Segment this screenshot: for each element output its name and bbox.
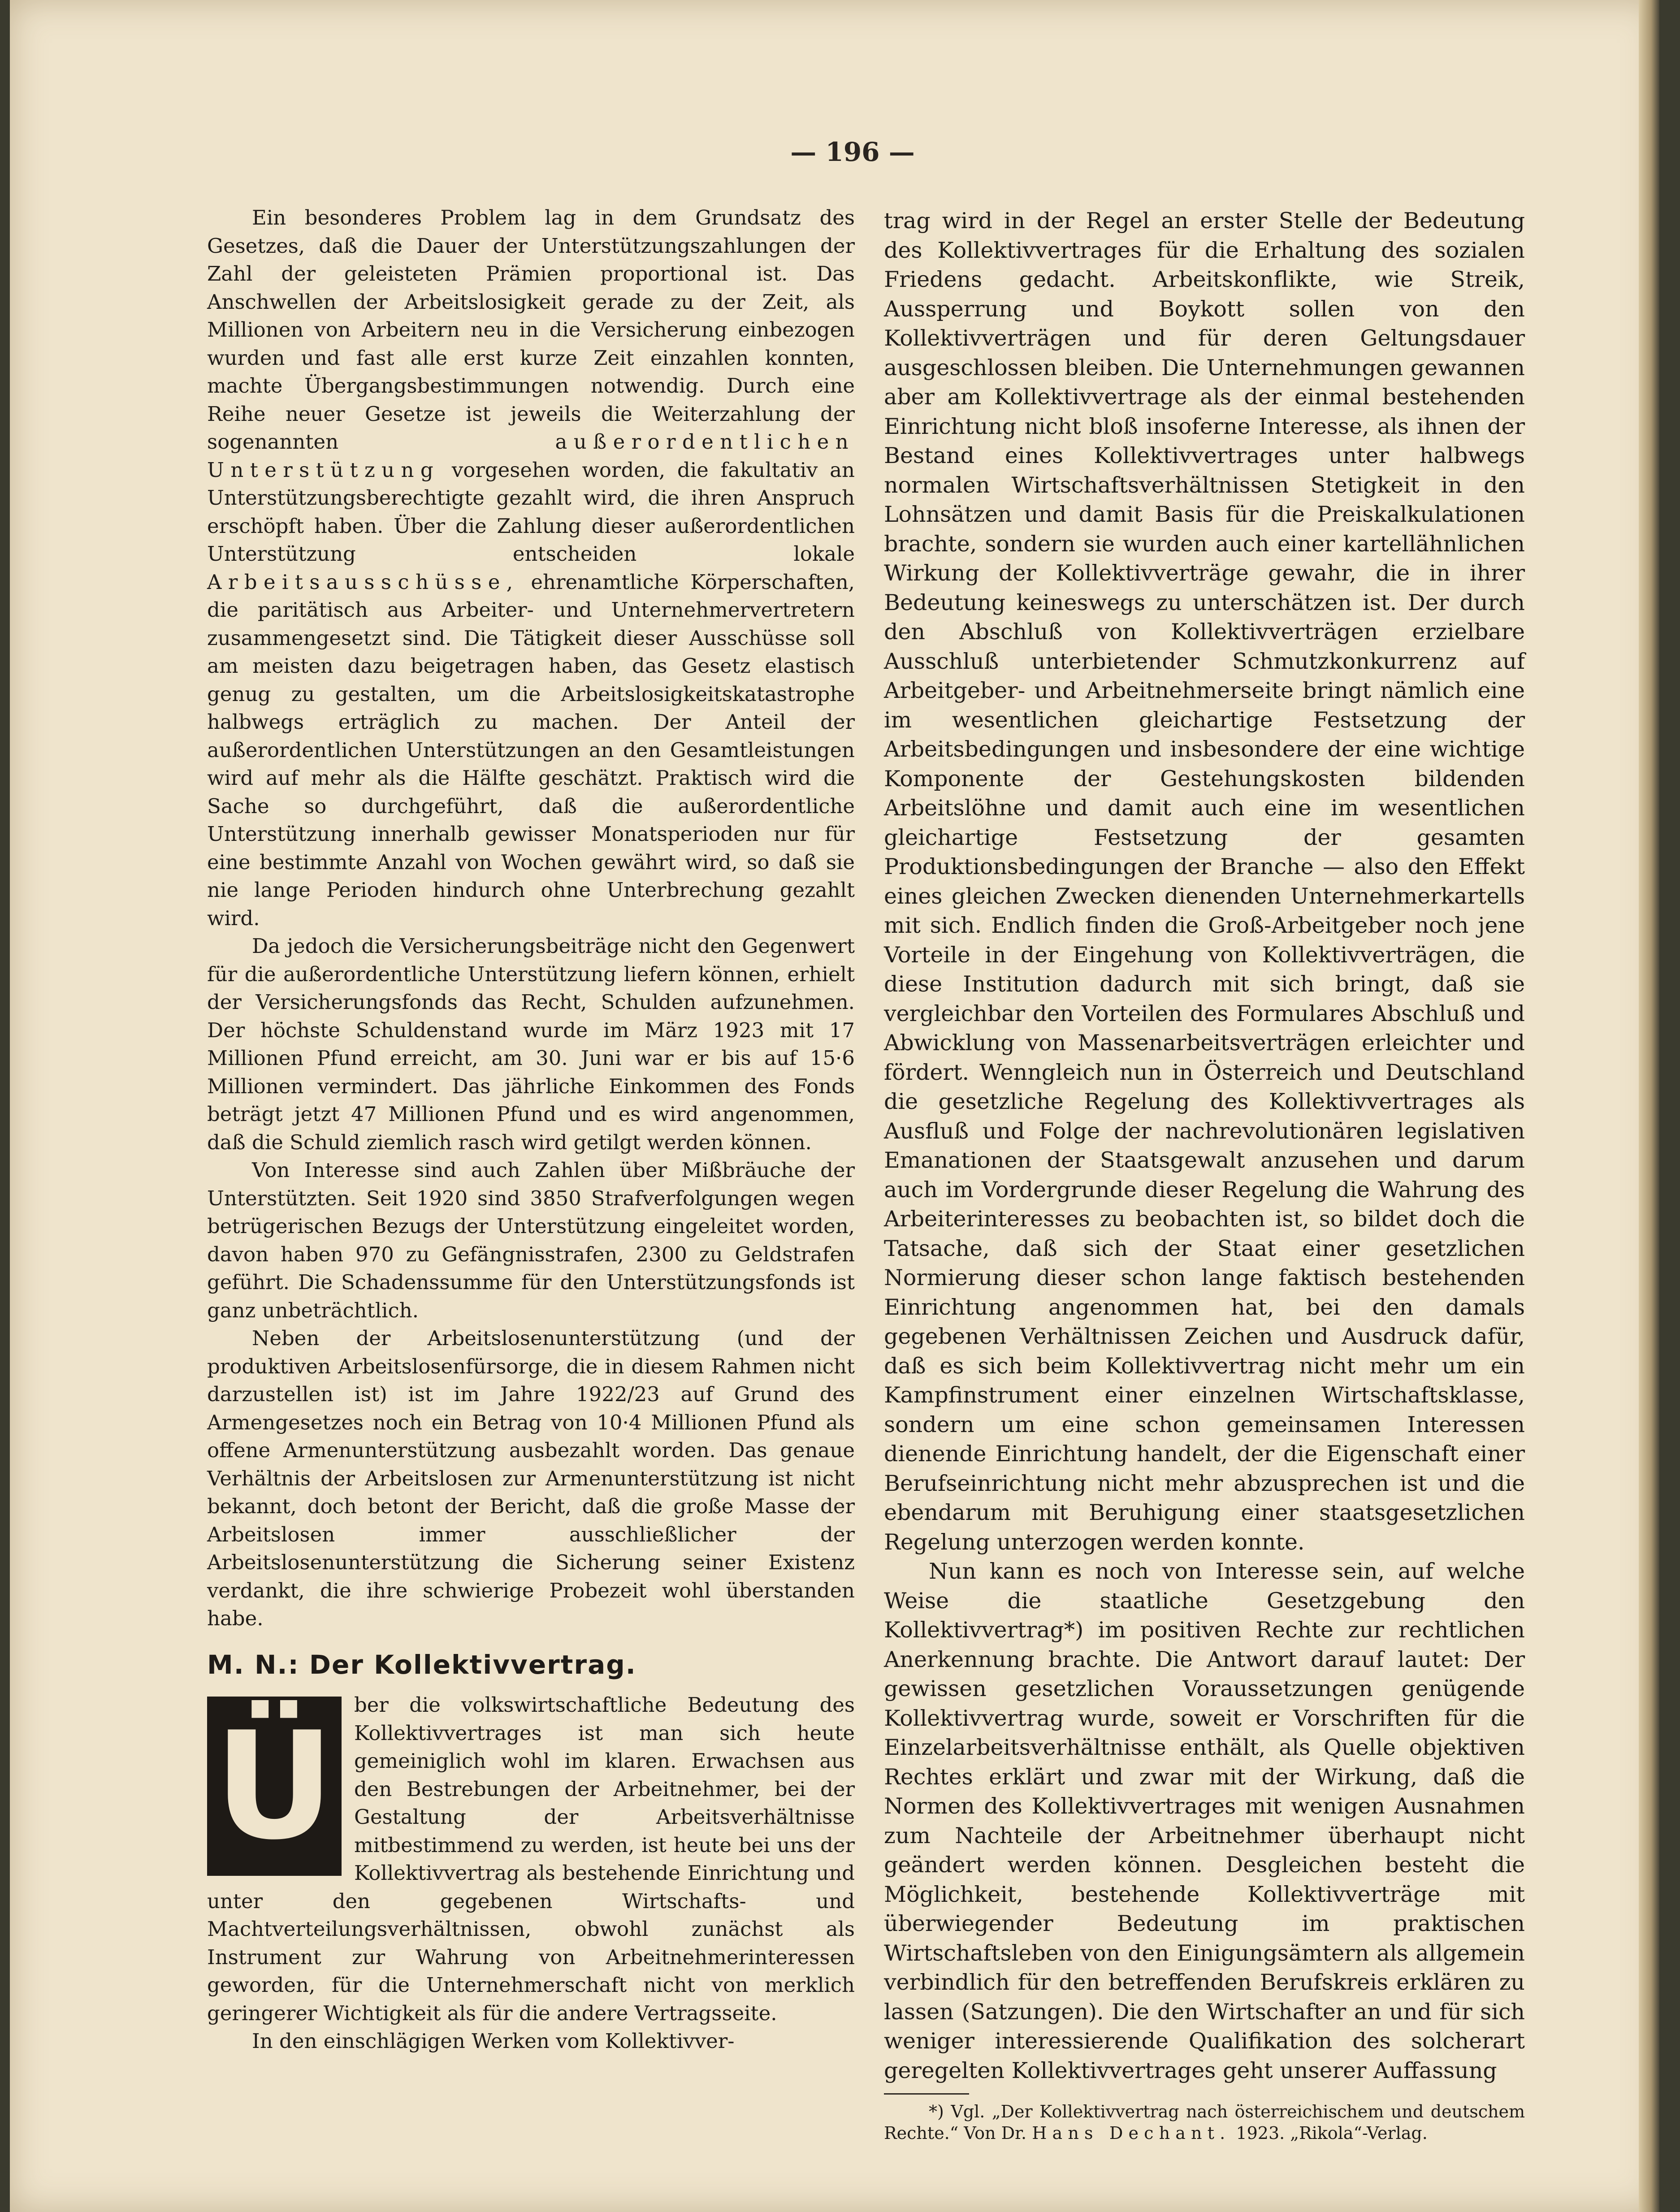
paragraph: Nun kann es noch von Interesse sein, auf welche Weise die staatliche Gesetzgebung den Kollektivvertrag*) im positiven Rechte zur rechtlichen Anerkennung brachte. Die Antwort darauf lautet: Der gewissen gesetzlichen Voraussetzungen genügende Kollektivvertrag wurde, soweit er Vorschriften für die Einzelarbeitsverhältnisse enthält, als Quelle objektiven Rechtes erklärt und zwar mit der Wirkung, daß die Normen des Kollektivvertrages mit wenigen Ausnahmen zum Nachteile der Arbeitnehmer überhaupt nicht geändert werden können. Desgleichen besteht die Möglichkeit, bestehende Kollektivverträge mit überwiegender Bedeutung im praktischen Wirtschaftsleben von den Einigungsämtern als allgemein verbindlich für den betreffenden Berufskreis erklären zu lassen (Satzungen). Die den Wirtschafter an und für sich weniger interessierende Qualifikation des solcherart geregelten Kollektivvertrages geht unserer Auffassung xyxy=(884,1558,1525,2083)
paragraph-text: Ein besonderes Problem lag in dem Grundsatz des Gesetzes, daß die Dauer der Unterstützungszahlungen der Zahl der geleisteten Prämien proportional ist. Das Anschwellen der Arbeitslosigkeit gerade zu der Zeit, als Millionen von Arbeitern neu in die Versicherung einbezogen wurden und fast alle erst kurze Zeit einzahlen konnten, machte Übergangsbestimmungen notwendig. Durch eine Reihe neuer Gesetze ist jeweils die Weiterzahlung der sogenannten xyxy=(207,206,855,454)
paragraph: Neben der Arbeitslosenunterstützung (und der produktiven Arbeitslosenfürsorge, die in diesem Rahmen nicht darzustellen ist) ist im Jahre 1922/23 auf Grund des Armengesetzes noch ein Betrag von 10·4 Millionen Pfund als offene Armenunterstützung ausbezahlt worden. Das genaue Verhältnis der Arbeitslosen zur Armenunterstützung ist nicht bekannt, doch betont der Bericht, daß die große Masse der Arbeitslosen immer ausschließlicher der Arbeitslosenunterstützung die Sicherung seiner Existenz verdankt, die ihre schwierige Probezeit wohl überstanden habe. xyxy=(207,1326,855,1630)
footnote-text: *) Vgl. „Der Kollektivvertrag nach österreichischem und deutschem Rechte.“ Von Dr. xyxy=(884,2102,1525,2143)
spaced-emphasis: Hans Dechant. xyxy=(1032,2123,1231,2143)
paragraph-text: vorgesehen worden, die fakultativ an Unterstützungsberechtigte gezahlt wird, die ihren Anspruch erschöpft haben. Über die Zahlung dieser außerordentlichen Unterstützung entscheiden lokale xyxy=(207,458,855,566)
paragraph xyxy=(207,204,855,932)
article-heading: M. N.: Der Kollektivvertrag. xyxy=(207,1649,636,1680)
decorative-initial xyxy=(207,1697,342,1876)
paragraph-text: ehrenamtliche Körperschaften, die paritätisch aus Arbeiter- und Unternehmervertretern zusammengesetzt sind. Die Tätigkeit dieser Ausschüsse soll am meisten dazu beigetragen haben, das Gesetz elastisch genug zu gestalten, um die Arbeitslosigkeitskatastrophe halbwegs erträglich zu machen. Der Anteil der außerordentlichen Unterstützungen an den Gesamtleistungen wird auf mehr als die Hälfte geschätzt. Praktisch wird die Sache so durchgeführt, daß die außerordentliche Unterstützung innerhalb gewisser Monatsperioden nur für eine bestimmte Anzahl von Wochen gewährt wird, so daß sie nie lange Perioden hindurch ohne Unterbrechung gezahlt wird. xyxy=(207,570,855,930)
paragraph: trag wird in der Regel an erster Stelle der Bedeutung des Kollektivvertrages für die Erhaltung des sozialen Friedens gedacht. Arbeitskonflikte, wie Streik, Aussperrung und Boykott sollen von den Kollektivverträgen und für deren Geltungsdauer ausgeschlossen bleiben. Die Unternehmungen gewannen aber am Kollektivvertrage als der einmal bestehenden Einrichtung nicht bloß insoferne Interesse, als ihnen der Bestand eines Kollektivvertrages unter halbwegs normalen Wirtschaftsverhältnissen Stetigkeit in den Lohnsätzen und damit Basis für die Preiskalkulationen brachte, sondern sie wurden auch einer kartellähnlichen Wirkung der Kollektivverträge gewahr, die in ihrer Bedeutung keineswegs zu unterschätzen ist. Der durch den Abschluß von Kollektivverträgen erzielbare Ausschluß unterbietender Schmutzkonkurrenz auf Arbeitgeber- und Arbeitnehmerseite bringt nämlich eine im wesentlichen gleichartige Festsetzung der Arbeitsbedingungen und insbesondere der eine wichtige Komponente der Gestehungskosten bildenden Arbeitslöhne und damit auch eine im wesentlichen gleichartige Festsetzung der gesamten Produktionsbedingungen der Branche — also den Effekt eines gleichen Zwecken dienenden Unternehmerkartells mit sich. Endlich finden die Groß-Arbeitgeber noch jene Vorteile in der Eingehung von Kollektivverträgen, die diese Institution dadurch mit sich bringt, daß sie vergleichbar den Vorteilen des Formulares Abschluß und Abwicklung von Massenarbeitsverträgen erleichter und fördert. Wenngleich nun in Österreich und Deutschland die gesetzliche Regelung des Kollektivvertrages als Ausfluß und Folge der nachrevolutionären legislativen Emanationen der Staatsgewalt anzusehen und darum auch im Vordergrunde dieser Regelung die Wahrung des Arbeiterinteresses zu beobachten ist, so bildet doch die Tatsache, daß sich der Staat einer gesetzlichen Normierung dieser schon lange faktisch bestehenden Einrichtung angenommen hat, bei den damals gegebenen Verhältnissen Zeichen und Ausdruck dafür, daß es sich beim Kollektivvertrag nicht mehr um ein Kampfinstrument einer einzelnen Wirtschaftsklasse, sondern um eine schon gemeinsamen Interessen dienende Einrichtung handelt, der die Eigenschaft einer Berufseinrichtung nicht mehr abzusprechen ist und die ebendarum mit Beruhigung einer staatsgesetzlichen Regelung unterzogen werden konnte. xyxy=(884,208,1525,1555)
right-column xyxy=(884,206,1525,2144)
footnote-divider xyxy=(884,2093,969,2095)
left-column xyxy=(207,204,855,2056)
document-page xyxy=(10,0,1659,2212)
page-number: — 196 — xyxy=(790,137,915,167)
page-edge-shadow xyxy=(1639,0,1659,2212)
paragraph-text: ber die volkswirtschaftliche Bedeutung des Kollektivvertrages ist man sich heute gemeiniglich wohl im klaren. Erwachsen aus den Bestrebungen der Arbeitnehmer, bei der Gestaltung der Arbeitsverhältnisse mitbestimmend zu werden, ist heute bei uns der Kollektivvertrag als bestehende Einrichtung und unter den gegebenen Wirtschafts- und Machtverteilungsverhältnissen, obwohl zunächst als Instrument zur Wahrung von Arbeitnehmerinteressen geworden, für die Unternehmerschaft nicht von merklich geringerer Wichtigkeit als für die andere Vertragsseite. xyxy=(207,1693,855,2025)
initial-letter: Ü xyxy=(214,1700,334,1872)
footnote xyxy=(884,2101,1525,2144)
spaced-emphasis: außerordentlichen Unterstützung xyxy=(207,430,855,482)
footnote-text: 1923. „Rikola“-Verlag. xyxy=(1236,2123,1428,2143)
paragraph: Von Interesse sind auch Zahlen über Mißbräuche der Unterstützten. Seit 1920 sind 3850 Strafverfolgungen wegen betrügerischen Bezugs der Unterstützung eingeleitet worden, davon haben 970 zu Gefängnisstrafen, 2300 zu Geldstrafen geführt. Die Schadenssumme für den Unterstützungsfonds ist ganz unbeträchtlich. xyxy=(207,1158,855,1322)
spaced-emphasis: Arbeitsausschüsse, xyxy=(207,570,520,594)
paragraph: Da jedoch die Versicherungsbeiträge nicht den Gegenwert für die außerordentliche Unterstützung liefern können, erhielt der Versicherungsfonds das Recht, Schulden aufzunehmen. Der höchste Schuldenstand wurde im März 1923 mit 17 Millionen Pfund erreicht, am 30. Juni war er bis auf 15·6 Millionen vermindert. Das jährliche Einkommen des Fonds beträgt jetzt 47 Millionen Pfund und es wird angenommen, daß die Schuld ziemlich rasch wird getilgt werden können. xyxy=(207,934,855,1154)
paragraph xyxy=(207,1691,855,2027)
paragraph: In den einschlägigen Werken vom Kollektivver- xyxy=(252,2029,735,2053)
